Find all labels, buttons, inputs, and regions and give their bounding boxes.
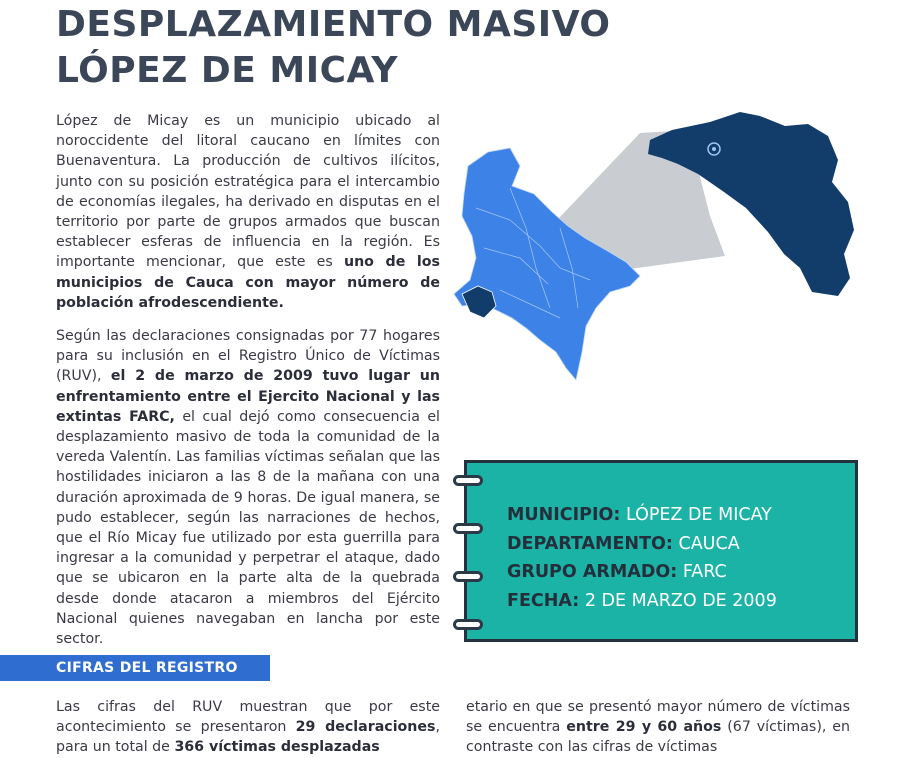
info-fecha [507, 587, 777, 616]
events-text-2: el cual dejó como consecuencia el desplazamiento masivo de toda la comunidad de la vereda Valentín. Las familias víctimas señalan que las hostilidades iniciaron a las 8 de la mañana con una duración aproximada de 9 horas. De igual manera, se pudo establecer, según las narraciones de hechos, que el Río Micay fue utilizado por esta guerrilla para ingresar a la comunidad y perpetrar el ataque, dado que se ubicaron en la parte alta de la quebrada desde donde atacaron a miembros del Ejército Nacional quienes navegaban en lancha por este sector. [56, 408, 440, 648]
figures-paragraph-right [466, 697, 850, 758]
info-label: GRUPO ARMADO: [507, 562, 678, 582]
info-value: CAUCA [678, 533, 740, 554]
colombia-map-illustration [440, 108, 900, 398]
figures-bold: 366 víctimas desplazadas [174, 739, 380, 756]
figures-bold: entre 29 y 60 años [566, 719, 722, 736]
info-value: LÓPEZ DE MICAY [625, 505, 772, 525]
intro-bold: uno de los municipios de Cauca con mayor número de población afrodescendiente. [56, 254, 440, 311]
info-value: FARC [682, 562, 727, 582]
figures-paragraph-left [56, 697, 440, 758]
section-header: CIFRAS DEL REGISTRO [0, 655, 270, 681]
binder-ring-icon [453, 571, 483, 582]
info-label: DEPARTAMENTO: [507, 533, 673, 554]
title-line-1: DESPLAZAMIENTO MASIVO [56, 4, 611, 45]
figures-text: , para un total de [56, 719, 440, 756]
info-municipio [507, 501, 777, 530]
figures-text: etario en que se presentó mayor número de víctimas se encuentra [466, 699, 850, 736]
info-label: FECHA: [507, 590, 580, 611]
figures-text: (67 víctimas), en contraste con las cifras de víctimas [466, 719, 850, 756]
binder-ring-icon [453, 523, 483, 534]
events-text-1: Según las declaraciones consignadas por 77 hogares para su inclusión en el Registro Único de Víctimas (RUV), [56, 328, 440, 385]
intro-paragraph [56, 111, 440, 313]
info-grupo [507, 558, 777, 587]
intro-text: López de Micay es un municipio ubicado al noroccidente del litoral caucano en límites con Buenaventura. La producción de cultivos ilícitos, junto con su posición estratégica para el intercambio de economías ilegales, ha derivado en disputas en el territorio por parte de grupos armados que buscan establecer esferas de influencia en la región. Es importante mencionar, que este es [56, 113, 440, 271]
page-title [56, 2, 611, 94]
info-lines [507, 501, 777, 615]
info-departamento [507, 530, 777, 559]
info-label: MUNICIPIO: [507, 505, 621, 525]
figures-bold: 29 declaraciones [295, 719, 436, 736]
info-value: 2 DE MARZO DE 2009 [584, 590, 777, 611]
info-box [464, 460, 858, 642]
title-line-2: LÓPEZ DE MICAY [56, 50, 399, 91]
figures-text: Las cifras del RUV muestran que por este acontecimiento se presentaron [56, 699, 440, 736]
events-paragraph [56, 326, 440, 649]
binder-ring-icon [453, 475, 483, 486]
binder-ring-icon [453, 619, 483, 630]
events-bold-1: el 2 de marzo de 2009 tuvo lugar un enfrentamiento entre el Ejercito Nacional y las extintas FARC, [56, 368, 440, 425]
